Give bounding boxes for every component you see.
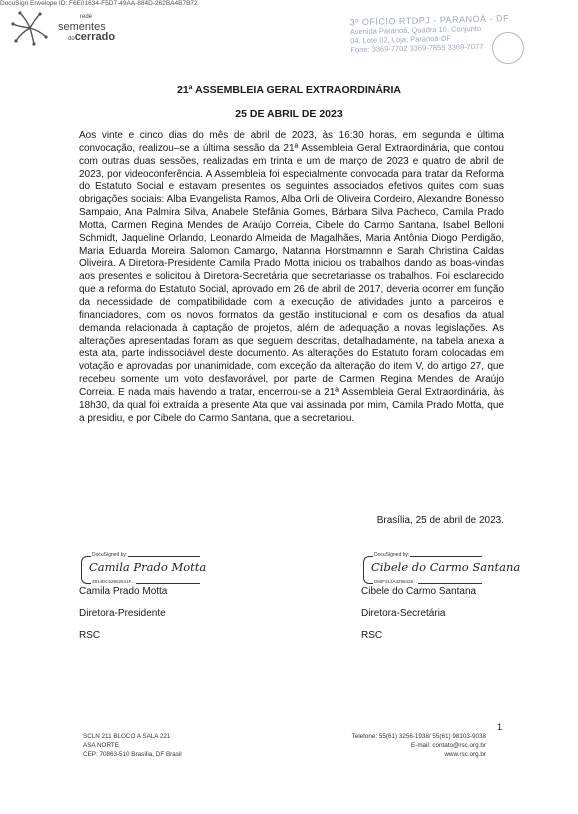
docusign-signature	[79, 552, 229, 586]
footer-email: E-mail: contato@rsc.org.br	[411, 741, 486, 749]
document-title: 21ª ASSEMBLEIA GERAL EXTRAORDINÁRIA	[176, 84, 402, 96]
docusign-envelope-id: DocuSign Envelope ID: F6E01634-F5D7-49AA-884D-262BA4B7B72	[0, 0, 198, 7]
logo-sementes-text: sementes	[58, 21, 106, 33]
docusign-id: D93F313A3298428...	[374, 579, 417, 584]
stamp-line-3: 04, Lote 02, Loja, Paranoá-DF	[350, 33, 452, 46]
footer-address	[83, 733, 182, 759]
signer-org: RSC	[79, 630, 101, 641]
logo-rede-text: rede	[80, 14, 93, 20]
handwritten-signature: Camila Prado Motta	[89, 560, 207, 574]
signer-name: Camila Prado Motta	[79, 586, 168, 597]
place-date: Brasília, 25 de abril de 2023.	[376, 515, 504, 526]
footer-website: www.rsc.org.br	[444, 750, 486, 758]
docusign-label: DocuSigned by:	[374, 552, 410, 558]
signature-block-president	[79, 552, 229, 641]
signer-name: Cibele do Carmo Santana	[361, 586, 477, 597]
signer-role: Diretora-Secretária	[361, 608, 446, 619]
rede-sementes-logo	[10, 8, 140, 48]
page-number: 1	[497, 722, 503, 732]
handwritten-signature: Cibele do Carmo Santana	[371, 560, 521, 574]
signer-org: RSC	[361, 630, 383, 641]
footer-contact	[300, 733, 486, 759]
stamp-seal-icon	[492, 32, 524, 64]
signer-role: Diretora-Presidente	[79, 608, 166, 619]
minutes-body: Aos vinte e cinco dias do mês de abril de 2023, às 16:30 horas, em segunda e última convocação, realizou–se a última sessão da 21ª Assembleia Geral Extraordinária, que contou com outras duas sessões, realizadas em trinta e um de março de 2023 e quatro de abril de 2023, por videoconferência. A Assembleia foi especialmente convocada para tratar da Reforma do Estatuto Social e estavam presentes os seguintes associados efetivos quites com suas obrigações sociais: Alba Evangelista Ramos, Alba Orli de Oliveira Cordeiro, Alexandre Bonesso Sampaio, Ana Palmira Silva, Anabele Stefânia Gomes, Bárbara Silva Pacheco, Camila Prado Motta, Carmen Regina Mendes de Araújo Correia, Cibele do Carmo Santana, Isabel Belloni Schmidt, Jaqueline Orlando, Leonardo Almeida de Magalhães, Maria Antônia Diogo Perdigão, Maria Eduarda Moreira Salomon Camargo, Natanna Horstmamnn e Sarah Christina Caldas Oliveira. A Diretora-Presidente Camila Prado Motta iniciou os trabalhos dando as boas-vindas aos presentes e solicitou à Diretora-Secretária que secretariasse os trabalhos. Foi esclarecido que a reforma do Estatuto Social, aprovado em 26 de abril de 2017, deveria ocorrer em função da necessidade de compatibilidade com a execução de atividades junto a parceiros e financiadores, com os novos formatos da gestão institucional e com os desafios da atual demanda relacionada à captação de projetos, além de adequação a novas legislações. As alterações apresentadas foram as que seguem descritas, detalhadamente, na tabela anexa a esta ata, parte indissociável deste documento. As alterações do Estatuto foram colocadas em votação e aprovadas por unanimidade, com exceção da alteração do item V, do artigo 27, que recebeu somente um voto desfavorável, por parte de Carmen Regina Mendes de Araújo Correia. E nada mais havendo a tratar, encerrou-se a 21ª Assembleia Geral Extraordinária, às 18h30, da qual foi extraída a presente Ata que vai assinada por mim, Camila Prado Motta, que a presidiu, e por Cibele do Carmo Santana, que a secretariou.	[79, 130, 504, 424]
stamp-line-1: 3º OFÍCIO RTDPJ - PARANOÁ - DF	[349, 13, 510, 28]
footer-address-line-3: CEP: 70863-510 Brasília, DF Brasil	[83, 750, 182, 758]
docusign-id: 3814DC52802541F...	[92, 579, 135, 584]
document-date-title: 25 DE ABRIL DE 2023	[235, 108, 343, 120]
docusign-signature	[361, 552, 521, 586]
footer-address-line-2: ASA NORTE	[83, 741, 119, 749]
docusign-label: DocuSigned by:	[92, 552, 128, 558]
seed-burst-icon	[10, 8, 50, 48]
footer-address-line-1: SCLN 211 BLOCO A SALA 221	[83, 733, 171, 740]
stamp-line-2: Avenida Paranoá, Quadra 10, Conjunto	[349, 23, 482, 37]
logo-do-text: do	[68, 36, 75, 42]
stamp-line-4: Fone: 3369-7702 3369-7855 3369-7077	[350, 41, 484, 55]
footer-phone: Telefone: 55(61) 3256-1938/ 55(61) 98103-9038	[351, 733, 486, 740]
logo-cerrado-text: cerrado	[74, 31, 116, 43]
signature-block-secretary	[361, 552, 521, 641]
